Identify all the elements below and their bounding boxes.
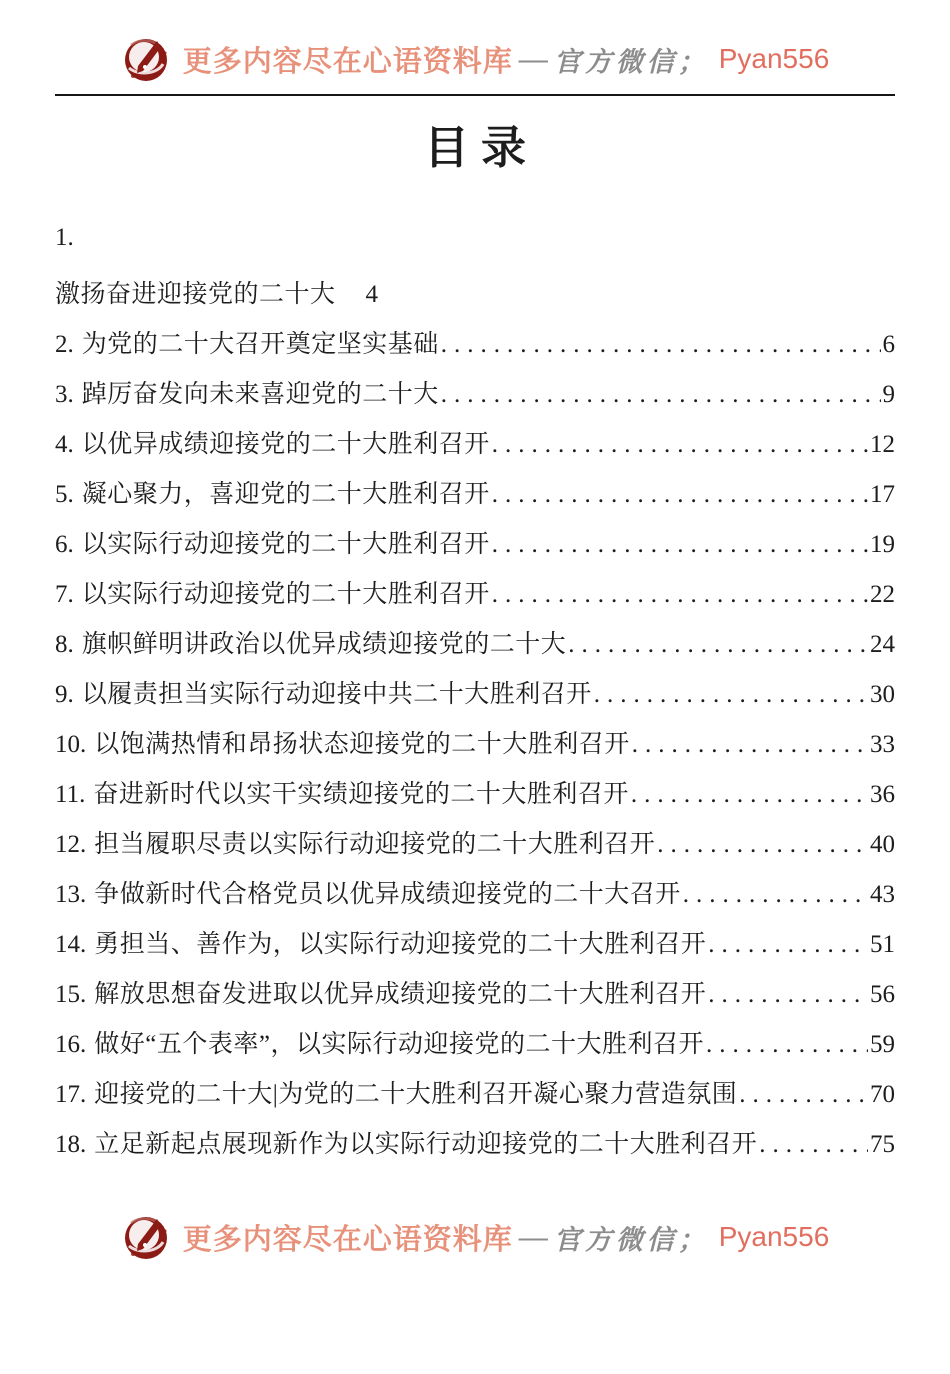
toc-entry[interactable] — [55, 674, 895, 724]
dot-leader — [441, 381, 881, 409]
toc-entry-page: 43 — [870, 881, 895, 908]
toc-entry-title: 踔厉奋发向未来喜迎党的二十大 — [81, 381, 439, 408]
wechat-label: 官方微信； — [553, 46, 709, 77]
dot-leader — [708, 931, 868, 959]
toc-entry[interactable] — [55, 1124, 895, 1174]
toc-entry-title: 凝心聚力，喜迎党的二十大胜利召开 — [81, 481, 490, 508]
toc-entry-title: 奋进新时代以实干实绩迎接党的二十大胜利召开 — [93, 781, 629, 808]
toc-entry-number: 10. — [55, 731, 87, 758]
header-divider — [55, 94, 895, 96]
toc-entry-page: 59 — [870, 1031, 895, 1058]
toc-entry-title: 担当履职尽责以实际行动迎接党的二十大胜利召开 — [94, 831, 656, 858]
wechat-id: Pyan556 — [718, 43, 830, 74]
toc-entry-page: 40 — [870, 831, 895, 858]
dot-leader — [492, 581, 868, 609]
toc-entry[interactable] — [55, 774, 895, 824]
toc-entry-title: 激扬奋进迎接党的二十大 — [55, 281, 336, 308]
header-brand-banner — [55, 30, 895, 88]
brand-slogan: 更多内容尽在心语资料库 — [182, 1223, 513, 1256]
toc-entry-number: 1. — [55, 224, 74, 251]
dot-leader — [739, 1081, 868, 1109]
toc-entry-number: 13. — [55, 881, 87, 908]
toc-entry[interactable] — [55, 874, 895, 924]
toc-entry[interactable] — [55, 474, 895, 524]
toc-entry-title: 解放思想奋发进取以优异成绩迎接党的二十大胜利召开 — [94, 981, 707, 1008]
brand-dash: — — [518, 42, 548, 75]
toc-entry-title: 为党的二十大召开奠定坚实基础 — [81, 331, 439, 358]
dot-leader — [759, 1131, 868, 1159]
toc-entry-page: 9 — [882, 381, 895, 408]
toc-entry[interactable] — [55, 574, 895, 624]
toc-entry-page: 56 — [870, 981, 895, 1008]
brand-dash: — — [518, 1220, 548, 1253]
toc-entry-title: 立足新起点展现新作为以实际行动迎接党的二十大胜利召开 — [94, 1131, 758, 1158]
toc-entry[interactable] — [55, 974, 895, 1024]
toc-entry-title: 争做新时代合格党员以优异成绩迎接党的二十大召开 — [94, 881, 681, 908]
toc-entry-page: 19 — [870, 531, 895, 558]
toc-entry[interactable] — [55, 374, 895, 424]
toc-entry-number: 12. — [55, 831, 87, 858]
document-page — [0, 30, 950, 1266]
dot-leader — [657, 831, 868, 859]
toc-entry-number: 11. — [55, 781, 86, 808]
dot-leader — [492, 481, 868, 509]
toc-entry-page: 75 — [870, 1131, 895, 1158]
toc-entry-number: 4. — [55, 431, 74, 458]
toc-entry-number: 18. — [55, 1131, 87, 1158]
toc-entry-title: 以实际行动迎接党的二十大胜利召开 — [81, 581, 490, 608]
toc-entry-title: 以饱满热情和昂扬状态迎接党的二十大胜利召开 — [94, 731, 630, 758]
dot-leader — [708, 981, 868, 1009]
dot-leader — [706, 1031, 868, 1059]
dot-leader — [568, 631, 868, 659]
toc-entry-title: 旗帜鲜明讲政治以优异成绩迎接党的二十大 — [81, 631, 567, 658]
toc-entry-page: 51 — [870, 931, 895, 958]
toc-entry-number: 6. — [55, 531, 74, 558]
toc-entry[interactable] — [55, 274, 895, 324]
toc-entry[interactable] — [55, 724, 895, 774]
toc-entry-page: 12 — [870, 431, 895, 458]
toc-list — [55, 224, 895, 1174]
toc-entry-page: 4 — [365, 281, 379, 308]
toc-entry-page: 30 — [870, 681, 895, 708]
toc-entry-number-line[interactable] — [55, 224, 895, 274]
pen-swirl-logo-icon — [121, 1209, 173, 1265]
dot-leader — [683, 881, 868, 909]
toc-entry-number: 16. — [55, 1031, 87, 1058]
toc-entry-number: 7. — [55, 581, 74, 608]
toc-entry[interactable] — [55, 324, 895, 374]
toc-entry-page: 17 — [870, 481, 895, 508]
toc-entry[interactable] — [55, 624, 895, 674]
page-title: 目录 — [423, 123, 538, 173]
toc-entry-page: 22 — [870, 581, 895, 608]
toc-entry-title: 以实际行动迎接党的二十大胜利召开 — [81, 531, 490, 558]
toc-entry[interactable] — [55, 424, 895, 474]
toc-entry-number: 5. — [55, 481, 74, 508]
toc-entry[interactable] — [55, 1074, 895, 1124]
wechat-label: 官方微信； — [553, 1224, 709, 1255]
dot-leader — [492, 431, 868, 459]
dot-leader — [594, 681, 868, 709]
toc-entry-title: 做好“五个表率”，以实际行动迎接党的二十大胜利召开 — [94, 1031, 704, 1058]
toc-entry-title: 以优异成绩迎接党的二十大胜利召开 — [81, 431, 490, 458]
pen-swirl-logo-icon — [121, 31, 173, 87]
toc-entry-title: 以履责担当实际行动迎接中共二十大胜利召开 — [81, 681, 592, 708]
toc-entry-number: 15. — [55, 981, 87, 1008]
dot-leader — [441, 331, 881, 359]
toc-entry-number: 2. — [55, 331, 74, 358]
toc-entry[interactable] — [55, 924, 895, 974]
toc-entry-number: 3. — [55, 381, 74, 408]
dot-leader — [632, 731, 868, 759]
toc-entry[interactable] — [55, 824, 895, 874]
toc-entry[interactable] — [55, 1024, 895, 1074]
toc-entry-page: 36 — [870, 781, 895, 808]
wechat-id: Pyan556 — [718, 1221, 830, 1252]
footer-brand-banner — [55, 1208, 895, 1266]
toc-entry-number: 9. — [55, 681, 74, 708]
toc-entry[interactable] — [55, 524, 895, 574]
toc-entry-title: 迎接党的二十大|为党的二十大胜利召开凝心聚力营造氛围 — [94, 1081, 738, 1108]
brand-slogan: 更多内容尽在心语资料库 — [182, 45, 513, 78]
dot-leader — [492, 531, 868, 559]
toc-entry-page: 70 — [870, 1081, 895, 1108]
toc-entry-page: 6 — [882, 331, 895, 358]
dot-leader — [631, 781, 868, 809]
toc-entry-number: 17. — [55, 1081, 87, 1108]
toc-entry-number: 8. — [55, 631, 74, 658]
toc-entry-page: 24 — [870, 631, 895, 658]
toc-entry-page: 33 — [870, 731, 895, 758]
toc-entry-number: 14. — [55, 931, 87, 958]
toc-entry-title: 勇担当、善作为，以实际行动迎接党的二十大胜利召开 — [94, 931, 707, 958]
